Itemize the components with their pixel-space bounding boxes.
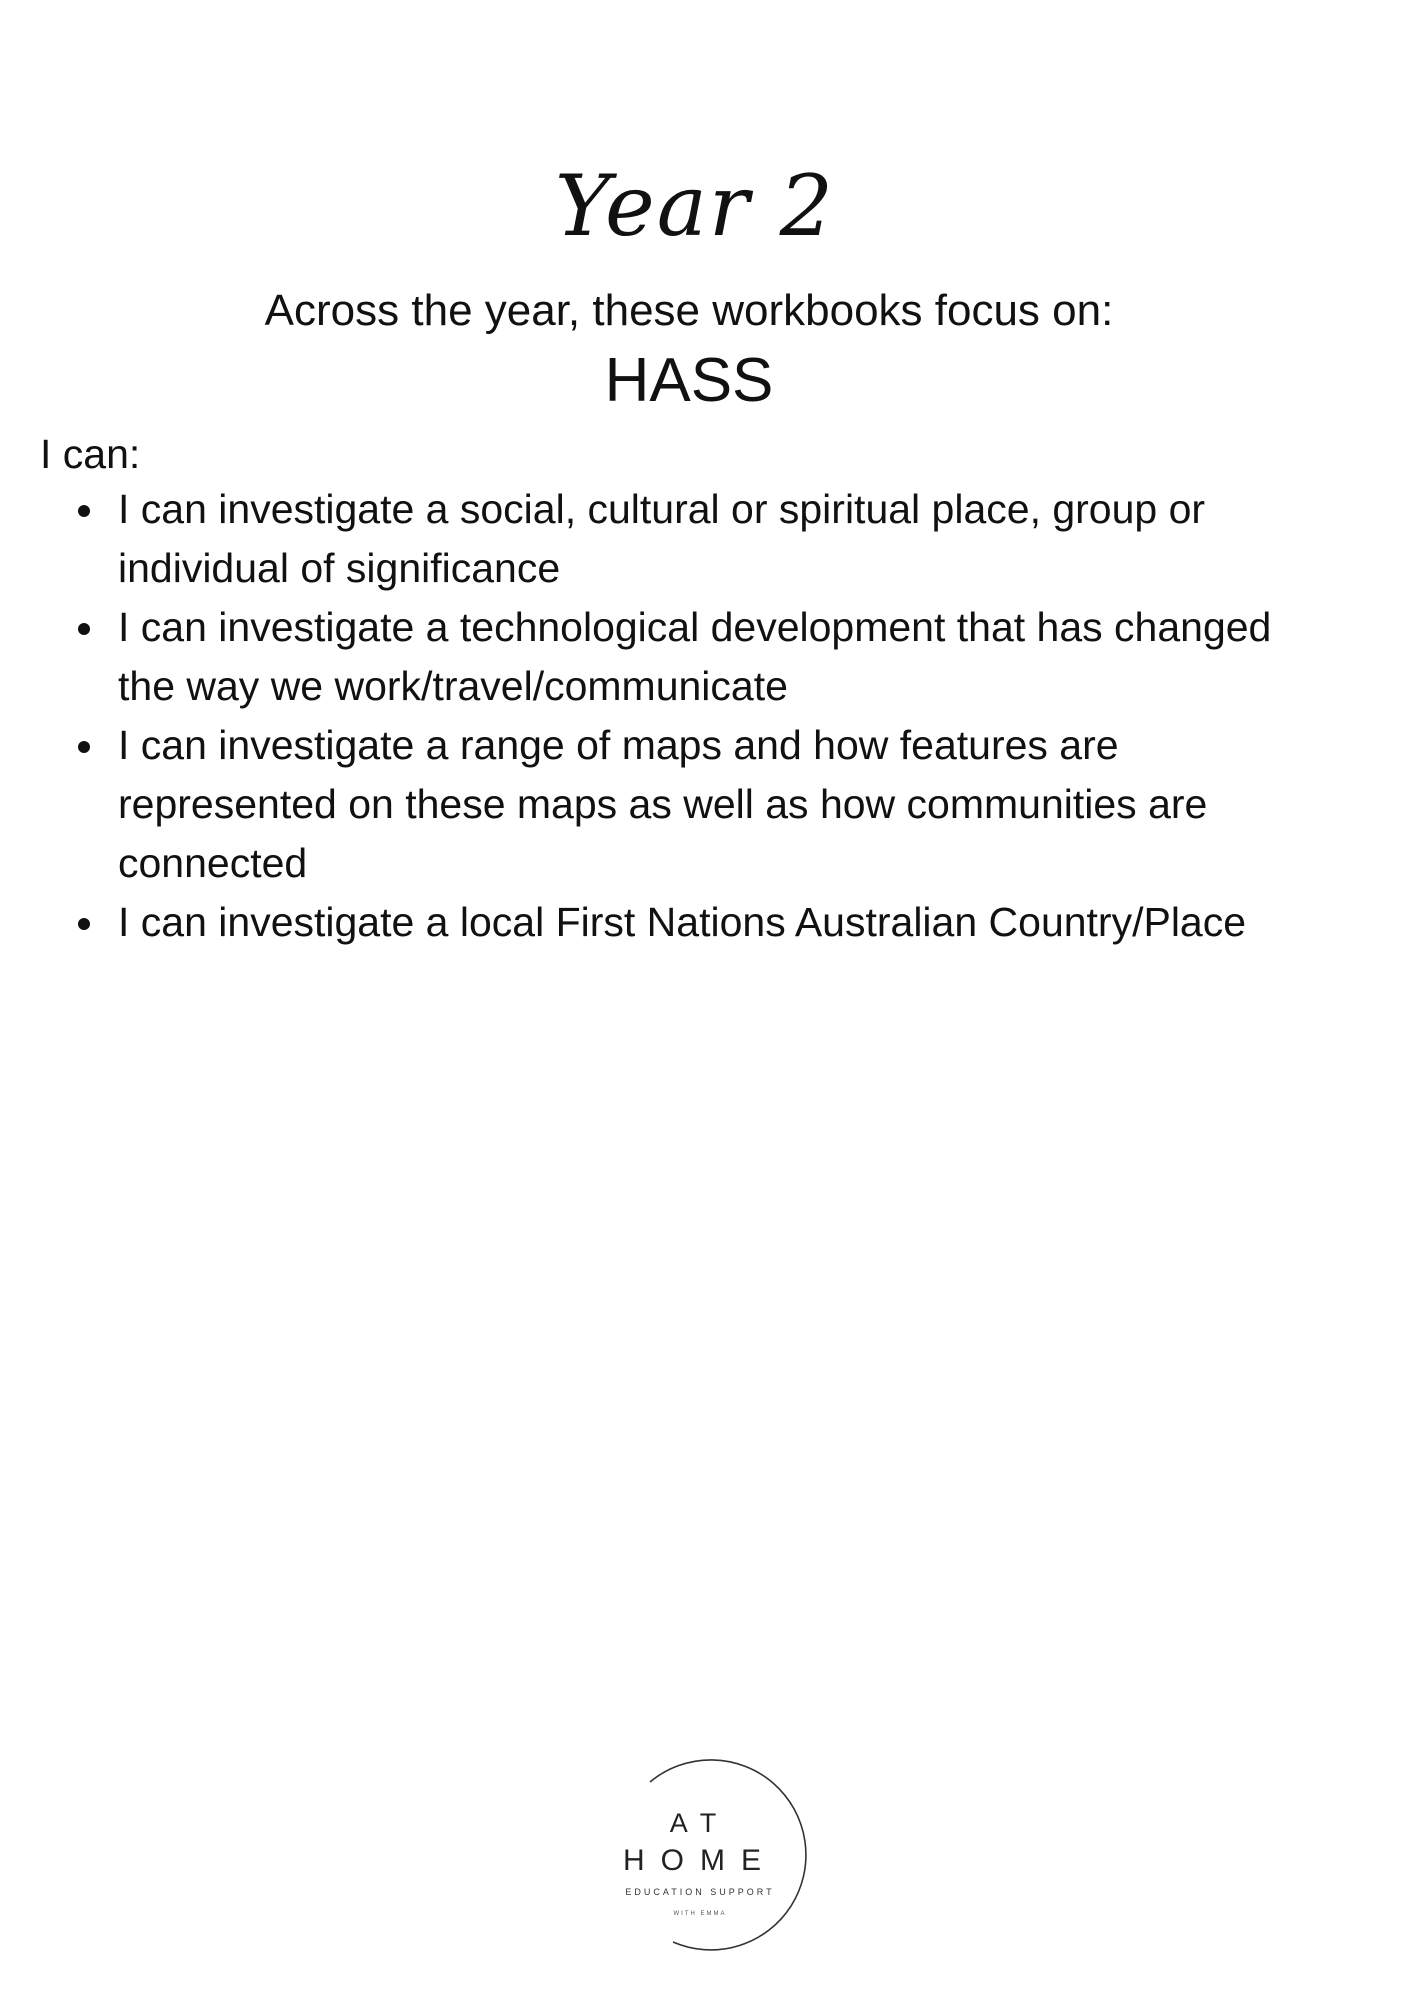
intro-text: Across the year, these workbooks focus on: — [264, 286, 1114, 335]
outcomes-list — [118, 480, 1338, 952]
bullet-icon — [78, 623, 90, 635]
outcome-item — [118, 893, 1338, 952]
outcome-text: I can investigate a social, cultural or spiritual place, group or individual of significance — [118, 486, 1206, 591]
outcome-text: I can investigate a technological development that has changed the way we work/travel/communicate — [118, 604, 1272, 709]
outcome-item — [118, 598, 1338, 716]
bullet-icon — [78, 741, 90, 753]
bullet-icon — [78, 918, 90, 930]
outcome-text: I can investigate a local First Nations Australian Country/Place — [118, 899, 1247, 945]
logo-home-text: HOME — [623, 1844, 777, 1877]
outcome-item — [118, 480, 1338, 598]
logo-tagline: EDUCATION SUPPORT — [625, 1887, 775, 1897]
outcome-text: I can investigate a range of maps and how features are represented on these maps as well as how communities are connected — [118, 722, 1208, 886]
outcome-item — [118, 716, 1338, 893]
logo-at-text: AT — [669, 1808, 731, 1838]
bullet-icon — [78, 505, 90, 517]
logo-subtagline: WITH EMMA — [673, 1911, 727, 1917]
page-title: Year 2 — [554, 157, 836, 256]
i-can-heading: I can: — [40, 431, 141, 477]
brand-logo — [555, 1740, 845, 1960]
subject-heading: HASS — [604, 346, 774, 415]
